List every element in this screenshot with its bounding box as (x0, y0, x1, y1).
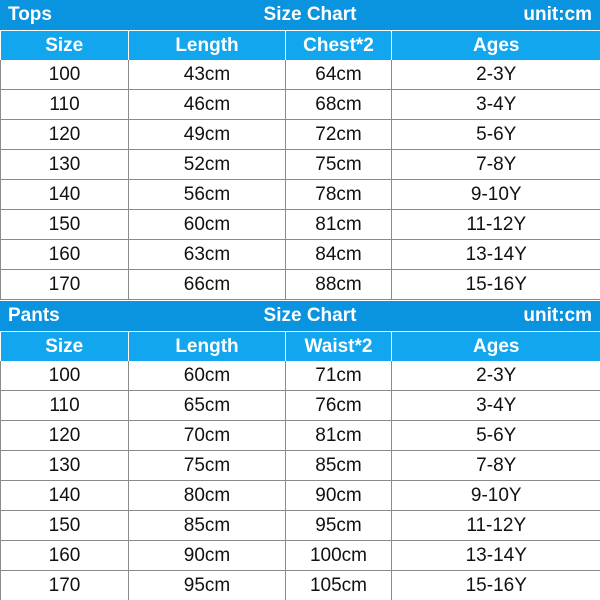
chest-cell: 88cm (286, 270, 392, 300)
ages-cell: 11-12Y (392, 210, 600, 240)
pants-category-label: Pants (8, 305, 60, 326)
ages-cell: 9-10Y (392, 180, 600, 210)
ages-cell: 13-14Y (392, 541, 600, 571)
pants-header-size: Size (1, 332, 129, 362)
length-cell: 56cm (129, 180, 286, 210)
table-row (1, 60, 600, 90)
waist-cell: 95cm (286, 511, 392, 541)
tops-category-label: Tops (8, 4, 52, 25)
length-cell: 52cm (129, 150, 286, 180)
length-cell: 95cm (129, 571, 286, 600)
tops-header-size: Size (1, 31, 129, 61)
length-cell: 46cm (129, 90, 286, 120)
pants-header-ages: Ages (392, 332, 600, 362)
size-cell: 170 (1, 571, 129, 600)
chest-cell: 72cm (286, 120, 392, 150)
size-cell: 120 (1, 421, 129, 451)
table-row (1, 240, 600, 270)
ages-cell: 5-6Y (392, 120, 600, 150)
size-cell: 100 (1, 60, 129, 90)
length-cell: 66cm (129, 270, 286, 300)
pants-title-bar (0, 301, 600, 331)
length-cell: 60cm (129, 210, 286, 240)
chest-cell: 64cm (286, 60, 392, 90)
ages-cell: 15-16Y (392, 571, 600, 600)
size-cell: 130 (1, 150, 129, 180)
ages-cell: 3-4Y (392, 391, 600, 421)
waist-cell: 105cm (286, 571, 392, 600)
tops-header-ages: Ages (392, 31, 600, 61)
ages-cell: 7-8Y (392, 150, 600, 180)
table-row (1, 511, 600, 541)
table-row (1, 180, 600, 210)
table-row (1, 270, 600, 300)
chest-cell: 75cm (286, 150, 392, 180)
chest-cell: 78cm (286, 180, 392, 210)
ages-cell: 2-3Y (392, 361, 600, 391)
table-row (1, 90, 600, 120)
ages-cell: 11-12Y (392, 511, 600, 541)
waist-cell: 90cm (286, 481, 392, 511)
pants-size-table (0, 331, 600, 600)
pants-chart-title: Size Chart (263, 305, 357, 326)
table-row (1, 451, 600, 481)
length-cell: 43cm (129, 60, 286, 90)
size-cell: 160 (1, 541, 129, 571)
length-cell: 65cm (129, 391, 286, 421)
chest-cell: 84cm (286, 240, 392, 270)
size-cell: 160 (1, 240, 129, 270)
waist-cell: 71cm (286, 361, 392, 391)
length-cell: 63cm (129, 240, 286, 270)
length-cell: 75cm (129, 451, 286, 481)
pants-header-length: Length (129, 332, 286, 362)
length-cell: 60cm (129, 361, 286, 391)
pants-header-waist: Waist*2 (286, 332, 392, 362)
table-row (1, 421, 600, 451)
size-cell: 110 (1, 90, 129, 120)
table-row (1, 481, 600, 511)
waist-cell: 76cm (286, 391, 392, 421)
pants-unit-label: unit:cm (523, 305, 592, 326)
table-row (1, 361, 600, 391)
ages-cell: 15-16Y (392, 270, 600, 300)
table-row (1, 391, 600, 421)
tops-chart-title: Size Chart (263, 4, 357, 25)
table-row (1, 571, 600, 600)
size-cell: 140 (1, 481, 129, 511)
length-cell: 80cm (129, 481, 286, 511)
size-cell: 130 (1, 451, 129, 481)
ages-cell: 7-8Y (392, 451, 600, 481)
waist-cell: 100cm (286, 541, 392, 571)
table-row (1, 210, 600, 240)
tops-title-bar (0, 0, 600, 30)
pants-header-row (1, 332, 600, 362)
table-row (1, 120, 600, 150)
length-cell: 90cm (129, 541, 286, 571)
ages-cell: 5-6Y (392, 421, 600, 451)
chest-cell: 81cm (286, 210, 392, 240)
table-row (1, 541, 600, 571)
ages-cell: 9-10Y (392, 481, 600, 511)
size-cell: 150 (1, 511, 129, 541)
tops-unit-label: unit:cm (523, 4, 592, 25)
chest-cell: 68cm (286, 90, 392, 120)
length-cell: 49cm (129, 120, 286, 150)
table-row (1, 150, 600, 180)
ages-cell: 2-3Y (392, 60, 600, 90)
waist-cell: 85cm (286, 451, 392, 481)
length-cell: 70cm (129, 421, 286, 451)
pants-size-chart (0, 301, 600, 600)
size-cell: 100 (1, 361, 129, 391)
size-cell: 150 (1, 210, 129, 240)
waist-cell: 81cm (286, 421, 392, 451)
ages-cell: 13-14Y (392, 240, 600, 270)
tops-size-table (0, 30, 600, 300)
size-cell: 140 (1, 180, 129, 210)
ages-cell: 3-4Y (392, 90, 600, 120)
size-cell: 110 (1, 391, 129, 421)
tops-header-chest: Chest*2 (286, 31, 392, 61)
size-cell: 170 (1, 270, 129, 300)
tops-header-length: Length (129, 31, 286, 61)
tops-header-row (1, 31, 600, 61)
size-cell: 120 (1, 120, 129, 150)
length-cell: 85cm (129, 511, 286, 541)
